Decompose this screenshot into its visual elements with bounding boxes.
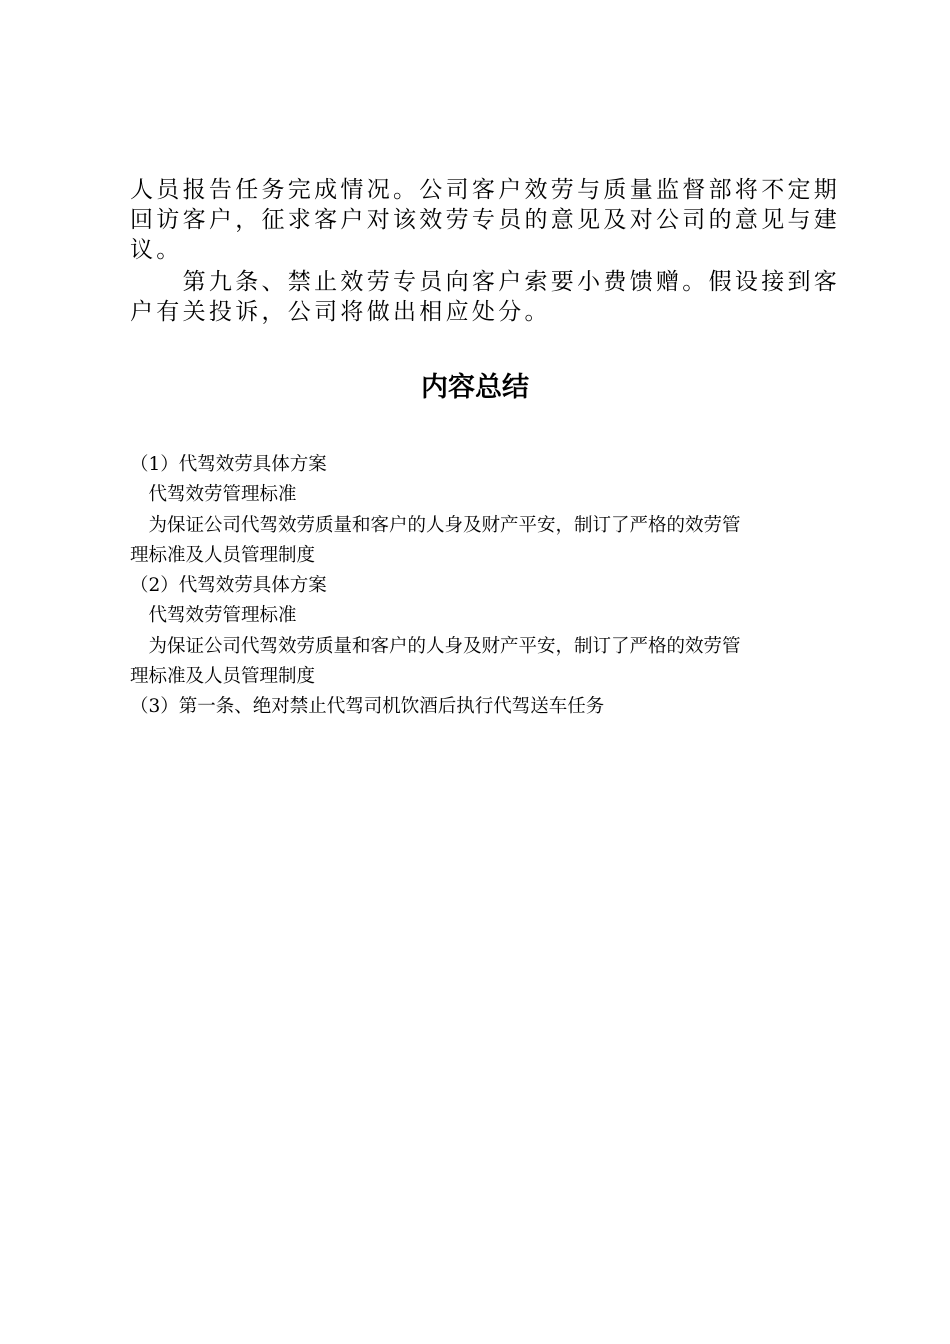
body-line: 户有关投诉，公司将做出相应处分。 [130,299,551,325]
body-line: 议。 [130,237,183,263]
summary-subheading: 代驾效劳管理标准 [130,484,297,505]
body-line: 回访客户，征求客户对该效劳专员的意见及对公司的意见与建 [130,207,841,233]
body-line: 人员报告任务完成情况。公司客户效劳与质量监督部将不定期 [130,177,841,203]
article-nine-line: 第九条、禁止效劳专员向客户索要小费馈赠。假设接到客 [130,269,841,295]
summary-item-heading: （3）第一条、绝对禁止代驾司机饮酒后执行代驾送车任务 [130,696,605,717]
summary-title: 内容总结 [421,372,529,403]
summary-subheading: 代驾效劳管理标准 [130,605,297,626]
summary-text-line: 理标准及人员管理制度 [130,666,316,687]
summary-text-line: 为保证公司代驾效劳质量和客户的人身及财产平安，制订了严格的效劳管 [130,515,741,536]
summary-item-heading: （2）代驾效劳具体方案 [130,575,327,596]
summary-text-line: 理标准及人员管理制度 [130,545,316,566]
summary-item-heading: （1）代驾效劳具体方案 [130,454,327,475]
summary-text-line: 为保证公司代驾效劳质量和客户的人身及财产平安，制订了严格的效劳管 [130,636,741,657]
